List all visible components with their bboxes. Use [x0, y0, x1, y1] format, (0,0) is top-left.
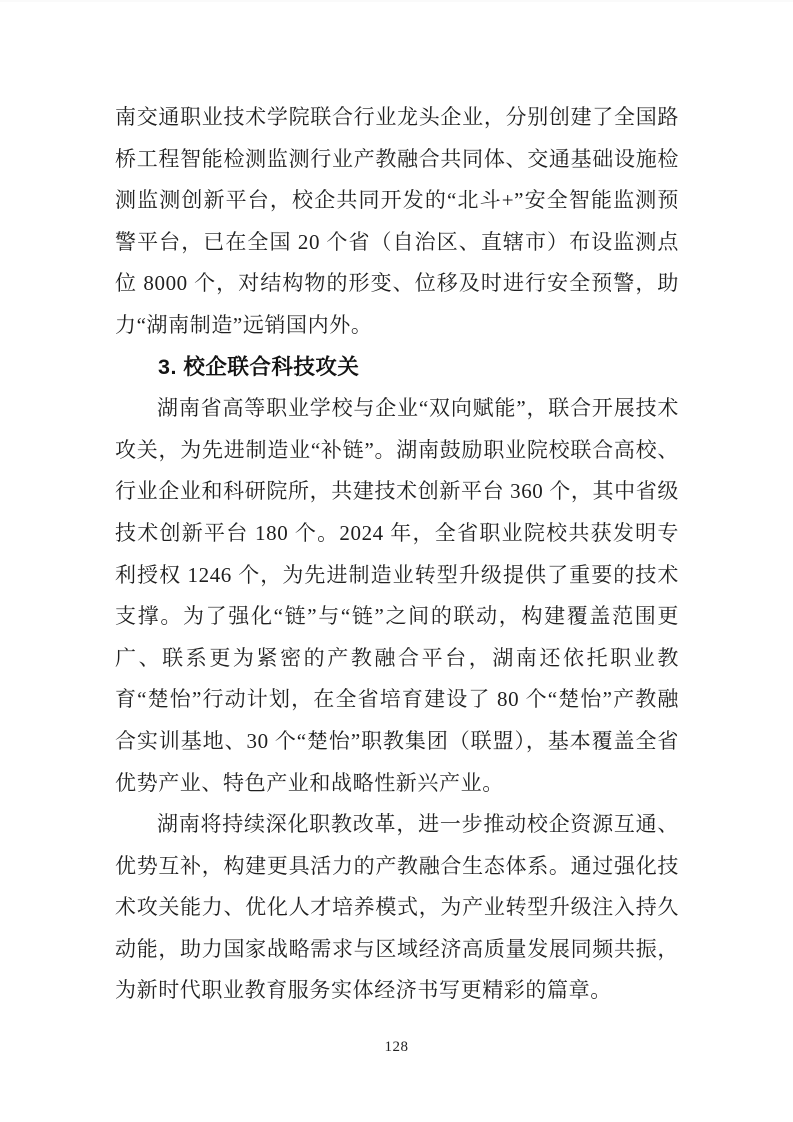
page-footer — [0, 1038, 793, 1056]
body-paragraph-continuation: 南交通职业技术学院联合行业龙头企业，分别创建了全国路桥工程智能检测监测行业产教融合共同体、交通基础设施检测监测创新平台，校企共同开发的“北斗+”安全智能监测预警平台，已在全国 20 个省（自治区、直辖市）布设监测点位 8000 个，对结构物的形变、位移及时进行安全预警，助力“湖南制造”远销国内外。 — [115, 105, 679, 337]
body-paragraph-2: 湖南省高等职业学校与企业“双向赋能”，联合开展技术攻关，为先进制造业“补链”。湖南鼓励职业院校联合高校、行业企业和科研院所，共建技术创新平台 360 个，其中省级技术创新平台 180 个。2024 年，全省职业院校共获发明专利授权 1246 个，为先进制造业转型升级提供了重要的技术支撑。为了强化“链”与“链”之间的联动，构建覆盖范围更广、联系更为紧密的产教融合平台，湖南还依托职业教育“楚怡”行动计划，在全省培育建设了 80 个“楚怡”产教融合实训基地、30 个“楚怡”职教集团（联盟），基本覆盖全省优势产业、特色产业和战略性新兴产业。 — [115, 396, 679, 795]
section-heading: 3. 校企联合科技攻关 — [158, 354, 360, 379]
page-number: 128 — [384, 1039, 409, 1055]
content-area — [115, 97, 679, 1012]
body-paragraph-3: 湖南将持续深化职教改革，进一步推动校企资源互通、优势互补，构建更具活力的产教融合生态体系。通过强化技术攻关能力、优化人才培养模式，为产业转型升级注入持久动能，助力国家战略需求与区域经济高质量发展同频共振，为新时代职业教育服务实体经济书写更精彩的篇章。 — [115, 812, 679, 1003]
